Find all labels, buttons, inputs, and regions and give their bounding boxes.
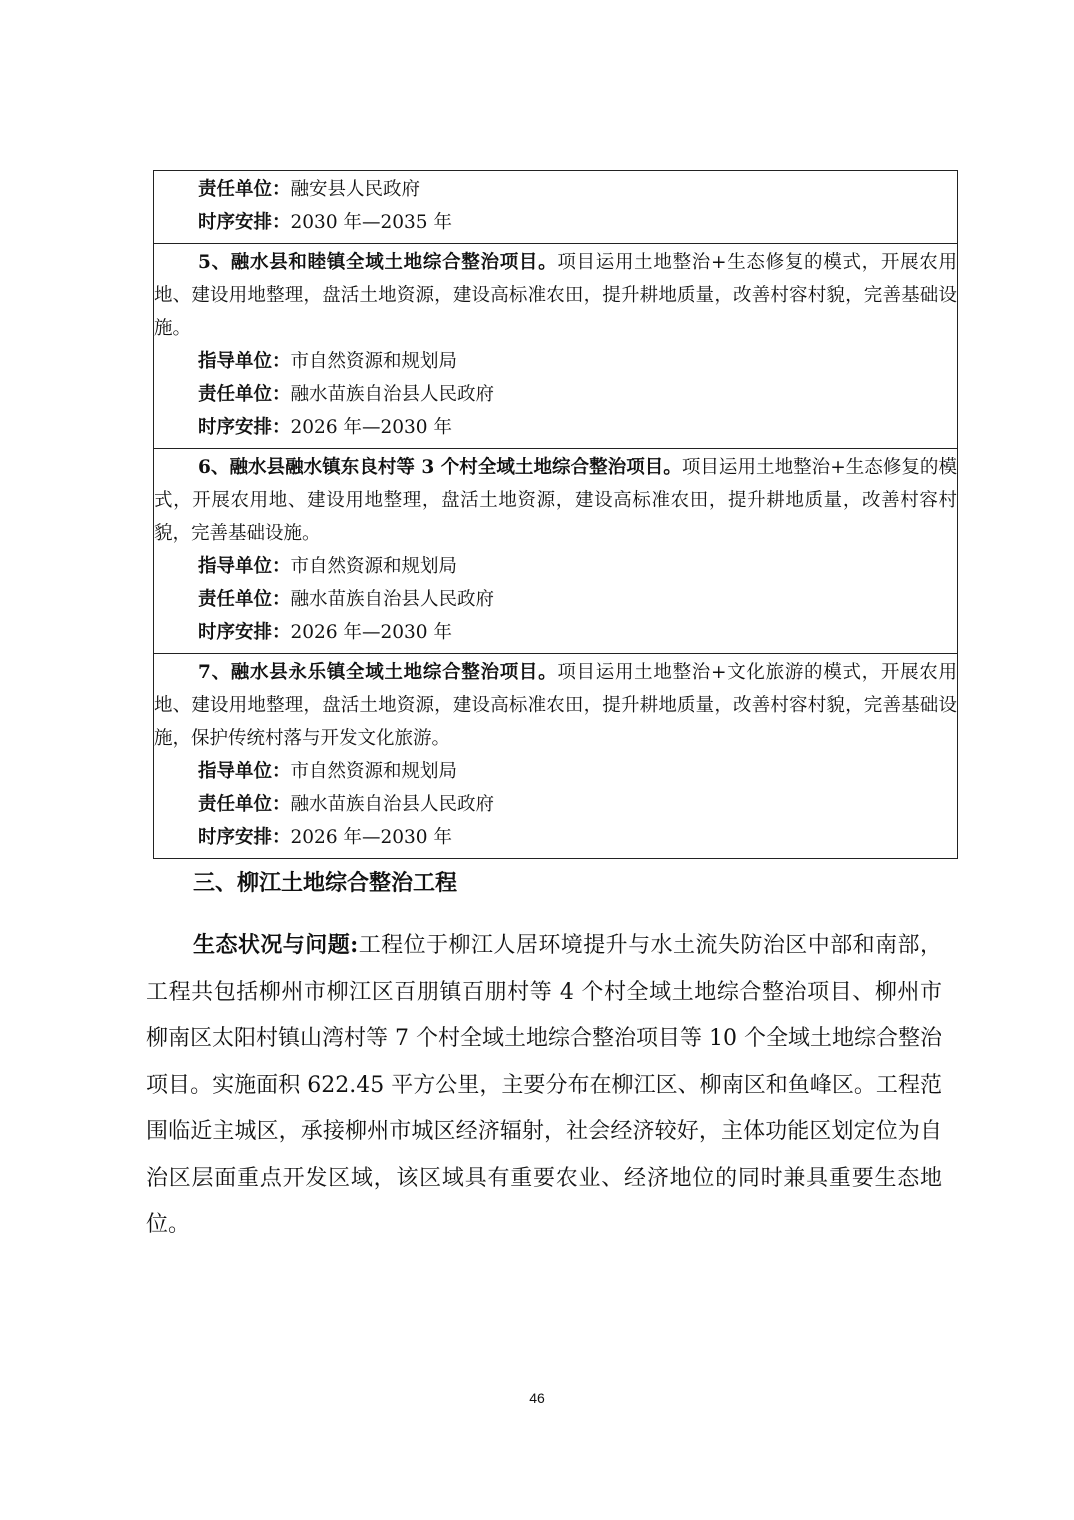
guiding-unit: 指导单位：市自然资源和规划局 [198,556,458,577]
responsible-unit: 责任单位：融水苗族自治县人民政府 [198,589,495,610]
project-description: 5、融水县和睦镇全域土地综合整治项目。项目运用土地整治+生态修复的模式，开展农用地、建设用地整理，盘活土地资源，建设高标准农田，提升耕地质量，改善村容村貌，完善基础设施。 [154,252,957,339]
project-title: 5、融水县和睦镇全域土地综合整治项目。 [198,252,558,273]
schedule: 时序安排：2026 年—2030 年 [198,827,452,848]
table-row [154,171,957,243]
project-title: 7、融水县永乐镇全域土地综合整治项目。 [198,662,558,683]
paragraph-text: 工程位于柳江人居环境提升与水土流失防治区中部和南部，工程共包括柳州市柳江区百朋镇百朋村等 4 个村全域土地综合整治项目、柳州市柳南区太阳村镇山湾村等 7 个村全域土地综合整治项目等 10 个全域土地综合整治项目。实施面积 622.45 平方公里，主要分布在柳江区、柳南区和鱼峰区。工程范围临近主城区，承接柳州市城区经济辐射，社会经济较好，主体功能区划定位为自治区层面重点开发区域，该区域具有重要农业、经济地位的同时兼具重要生态地位。 [146,933,942,1237]
responsible-unit: 责任单位：融水苗族自治县人民政府 [198,794,495,815]
project-description: 7、融水县永乐镇全域土地综合整治项目。项目运用土地整治+文化旅游的模式，开展农用地、建设用地整理，盘活土地资源，建设高标准农田，提升耕地质量，改善村容村貌，完善基础设施，保护传统村落与开发文化旅游。 [154,662,957,749]
project-title: 6、融水县融水镇东良村等 3 个村全域土地综合整治项目。 [198,457,682,478]
responsible-unit: 责任单位：融安县人民政府 [198,179,421,200]
schedule: 时序安排：2030 年—2035 年 [198,212,452,233]
project-table [153,170,958,859]
paragraph-lead: 生态状况与问题: [193,932,359,958]
table-row [154,448,957,653]
responsible-unit: 责任单位：融水苗族自治县人民政府 [198,384,495,405]
section-heading: 三、柳江土地综合整治工程 [193,870,458,896]
table-row [154,653,957,858]
table-row [154,243,957,448]
guiding-unit: 指导单位：市自然资源和规划局 [198,351,458,372]
section-paragraph [146,922,942,1249]
project-description: 6、融水县融水镇东良村等 3 个村全域土地综合整治项目。项目运用土地整治+生态修复的模式，开展农用地、建设用地整理，盘活土地资源，建设高标准农田，提升耕地质量，改善村容村貌，完善基础设施。 [154,457,957,544]
schedule: 时序安排：2026 年—2030 年 [198,622,452,643]
schedule: 时序安排：2026 年—2030 年 [198,417,452,438]
guiding-unit: 指导单位：市自然资源和规划局 [198,761,458,782]
page-number: 46 [529,1390,545,1406]
